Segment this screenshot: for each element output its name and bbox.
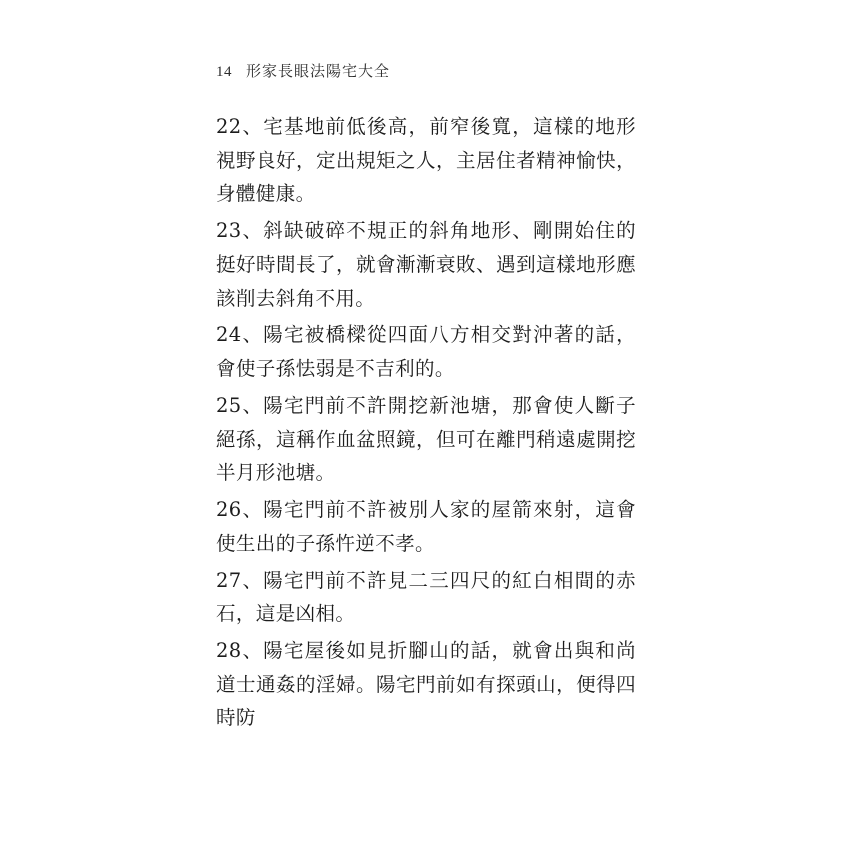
paragraph: 25、陽宅門前不許開挖新池塘，那會使人斷子絕孫，這稱作血盆照鏡，但可在離門稍遠處開挖半月形池塘。 [216,393,636,485]
paragraph: 23、斜缺破碎不規正的斜角地形、剛開始住的挺好時間長了，就會漸漸衰敗、遇到這樣地形應該削去斜角不用。 [216,219,636,310]
running-title: 形家長眼法陽宅大全 [246,62,391,80]
paragraph: 27、陽宅門前不許見二三四尺的紅白相間的赤石，這是凶相。 [216,568,636,626]
paragraph: 22、宅基地前低後高，前窄後寬，這樣的地形視野良好，定出規矩之人，主居住者精神愉快，身體健康。 [216,115,636,206]
body-text [216,110,636,735]
page-header [216,60,390,81]
paragraph: 26、陽宅門前不許被別人家的屋箭來射，這會使生出的子孫忤逆不孝。 [216,498,636,555]
page-number: 14 [216,64,232,80]
paragraph: 24、陽宅被橋樑從四面八方相交對沖著的話，會使子孫怯弱是不吉利的。 [216,323,636,381]
paragraph: 28、陽宅屋後如見折腳山的話，就會出與和尚道士通姦的淫婦。陽宅門前如有探頭山，便得四時防 [216,639,636,730]
